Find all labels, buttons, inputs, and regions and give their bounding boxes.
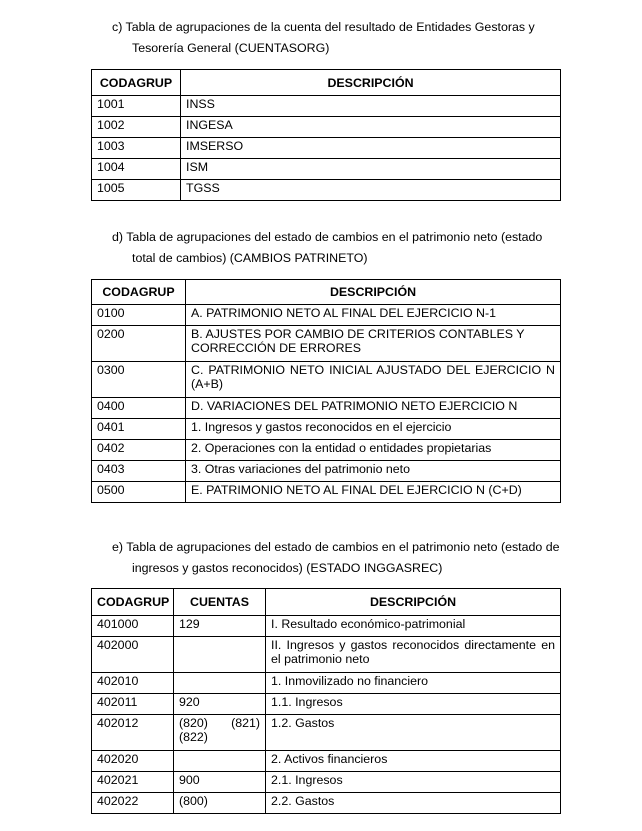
cell-code: 1002 bbox=[92, 117, 181, 138]
cell-description: 2. Activos financieros bbox=[266, 751, 561, 772]
table-row bbox=[92, 616, 561, 637]
table-row bbox=[92, 482, 561, 503]
table-row bbox=[92, 673, 561, 694]
cell-description: E. PATRIMONIO NETO AL FINAL DEL EJERCICIO N (C+D) bbox=[186, 482, 561, 503]
column-header-descripcion: DESCRIPCIÓN bbox=[266, 589, 561, 616]
cell-description: 1. Ingresos y gastos reconocidos en el ejercicio bbox=[186, 419, 561, 440]
cell-code: 0401 bbox=[92, 419, 186, 440]
cell-code: 1004 bbox=[92, 159, 181, 180]
cell-code: 402011 bbox=[92, 694, 174, 715]
section-e-heading bbox=[112, 537, 562, 579]
section-e-heading-line1: e) Tabla de agrupaciones del estado de cambios en el patrimonio neto (estado de bbox=[112, 540, 560, 554]
cell-accounts bbox=[174, 715, 266, 751]
table-row bbox=[92, 362, 561, 398]
table-row bbox=[92, 694, 561, 715]
cell-description: B. AJUSTES POR CAMBIO DE CRITERIOS CONTABLES Y CORRECCIÓN DE ERRORES bbox=[186, 326, 561, 362]
cell-description: C. PATRIMONIO NETO INICIAL AJUSTADO DEL EJERCICIO N (A+B) bbox=[186, 362, 561, 398]
section-c-heading bbox=[112, 17, 562, 59]
cell-description: INGESA bbox=[181, 117, 561, 138]
account-value: (821) bbox=[231, 716, 260, 730]
cell-accounts: 920 bbox=[174, 694, 266, 715]
cell-code: 1001 bbox=[92, 96, 181, 117]
table-estado-inggasrec bbox=[91, 588, 561, 814]
cell-code: 0400 bbox=[92, 398, 186, 419]
table-row bbox=[92, 461, 561, 482]
cell-description: II. Ingresos y gastos reconocidos directamente en el patrimonio neto bbox=[266, 637, 561, 673]
cell-code: 402021 bbox=[92, 772, 174, 793]
cell-description: TGSS bbox=[181, 180, 561, 201]
accounts-line bbox=[179, 716, 260, 730]
table-row bbox=[92, 772, 561, 793]
table-cambios-patrineto bbox=[91, 279, 561, 503]
table-row bbox=[92, 715, 561, 751]
table-row bbox=[92, 117, 561, 138]
table-row bbox=[92, 180, 561, 201]
table-row bbox=[92, 637, 561, 673]
cell-code: 0200 bbox=[92, 326, 186, 362]
cell-description: 1. Inmovilizado no financiero bbox=[266, 673, 561, 694]
table-row bbox=[92, 440, 561, 461]
column-header-descripcion: DESCRIPCIÓN bbox=[186, 280, 561, 305]
section-d-heading-line1: d) Tabla de agrupaciones del estado de cambios en el patrimonio neto (estado bbox=[112, 230, 543, 244]
cell-code: 0500 bbox=[92, 482, 186, 503]
cell-description: D. VARIACIONES DEL PATRIMONIO NETO EJERCICIO N bbox=[186, 398, 561, 419]
cell-description: 1.1. Ingresos bbox=[266, 694, 561, 715]
cell-code: 402000 bbox=[92, 637, 174, 673]
table-row bbox=[92, 138, 561, 159]
table-row bbox=[92, 96, 561, 117]
table-cuentasorg bbox=[91, 69, 561, 201]
cell-description: ISM bbox=[181, 159, 561, 180]
cell-description: 1.2. Gastos bbox=[266, 715, 561, 751]
table-row bbox=[92, 793, 561, 814]
cell-description: A. PATRIMONIO NETO AL FINAL DEL EJERCICIO N-1 bbox=[186, 305, 561, 326]
table-row bbox=[92, 305, 561, 326]
section-c-heading-line2: Tesorería General (CUENTASORG) bbox=[132, 41, 330, 55]
cell-code: 402020 bbox=[92, 751, 174, 772]
cell-code: 0403 bbox=[92, 461, 186, 482]
table-row bbox=[92, 419, 561, 440]
section-e-heading-line2: ingresos y gastos reconocidos) (ESTADO INGGASREC) bbox=[132, 561, 443, 575]
cell-code: 401000 bbox=[92, 616, 174, 637]
table-row bbox=[92, 398, 561, 419]
cell-accounts bbox=[174, 673, 266, 694]
table-row bbox=[92, 751, 561, 772]
cell-description: 2.1. Ingresos bbox=[266, 772, 561, 793]
cell-code: 402010 bbox=[92, 673, 174, 694]
cell-accounts: 129 bbox=[174, 616, 266, 637]
cell-accounts bbox=[174, 751, 266, 772]
cell-code: 0100 bbox=[92, 305, 186, 326]
cell-description: 2.2. Gastos bbox=[266, 793, 561, 814]
table-row bbox=[92, 159, 561, 180]
table-row bbox=[92, 326, 561, 362]
account-value: (822) bbox=[179, 730, 208, 744]
cell-code: 1003 bbox=[92, 138, 181, 159]
cell-accounts: (800) bbox=[174, 793, 266, 814]
column-header-cuentas: CUENTAS bbox=[174, 589, 266, 616]
column-header-codagrup: CODAGRUP bbox=[92, 280, 186, 305]
cell-code: 1005 bbox=[92, 180, 181, 201]
account-value: (820) bbox=[179, 716, 208, 730]
cell-code: 0402 bbox=[92, 440, 186, 461]
section-c-heading-line1: c) Tabla de agrupaciones de la cuenta del resultado de Entidades Gestoras y bbox=[112, 20, 535, 34]
column-header-codagrup: CODAGRUP bbox=[92, 589, 174, 616]
cell-code: 402022 bbox=[92, 793, 174, 814]
cell-code: 0300 bbox=[92, 362, 186, 398]
cell-description: IMSERSO bbox=[181, 138, 561, 159]
section-d-heading-line2: total de cambios) (CAMBIOS PATRINETO) bbox=[132, 251, 368, 265]
cell-code: 402012 bbox=[92, 715, 174, 751]
column-header-codagrup: CODAGRUP bbox=[92, 70, 181, 96]
cell-description: 2. Operaciones con la entidad o entidades propietarias bbox=[186, 440, 561, 461]
cell-description: 3. Otras variaciones del patrimonio neto bbox=[186, 461, 561, 482]
column-header-descripcion: DESCRIPCIÓN bbox=[181, 70, 561, 96]
cell-accounts bbox=[174, 637, 266, 673]
section-d-heading bbox=[112, 227, 562, 269]
cell-description: I. Resultado económico-patrimonial bbox=[266, 616, 561, 637]
cell-accounts: 900 bbox=[174, 772, 266, 793]
cell-description: INSS bbox=[181, 96, 561, 117]
